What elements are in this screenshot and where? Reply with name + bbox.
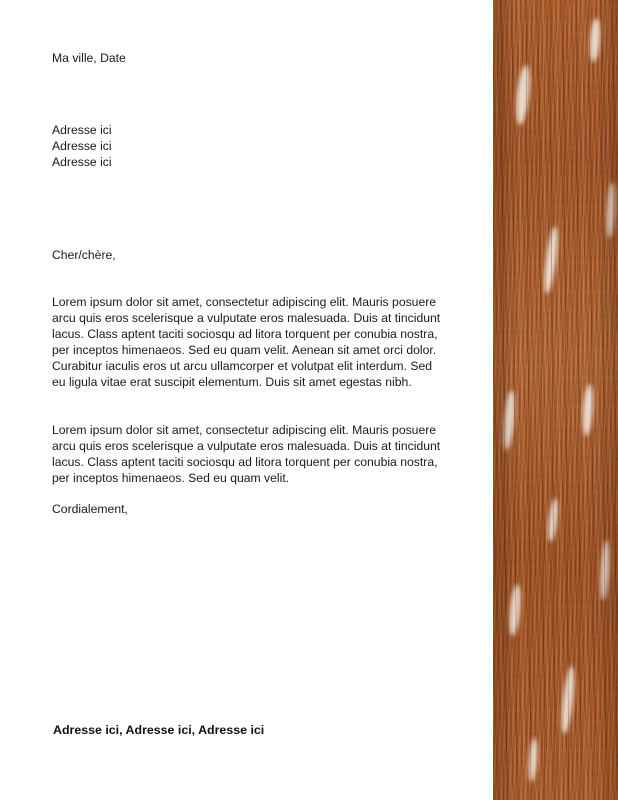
address-line: Adresse ici bbox=[52, 155, 112, 169]
address-line: Adresse ici bbox=[52, 139, 112, 153]
body-paragraph-1: Lorem ipsum dolor sit amet, consectetur adipiscing elit. Mauris posuere arcu quis eros scelerisque a vulputate eros malesuada. Duis at tincidunt lacus. Class aptent taciti sociosqu ad litora torquent per conubia nostra, per inceptos himenaeos. Sed eu quam velit. Aenean sit amet orci dolor. Curabitur iaculis eros ut arcu ullamcorper et volutpat elit interdum. Sed eu ligula vitae erat suscipit elementum. Duis sit amet egestas nibh. bbox=[52, 295, 441, 389]
recipient-address bbox=[52, 122, 112, 170]
fur-texture bbox=[493, 0, 618, 800]
address-line: Adresse ici bbox=[52, 123, 112, 137]
body-paragraph-2: Lorem ipsum dolor sit amet, consectetur adipiscing elit. Mauris posuere arcu quis eros scelerisque a vulputate eros malesuada. Duis at tincidunt lacus. Class aptent taciti sociosqu ad litora torquent per conubia nostra, per inceptos himenaeos. Sed eu quam velit. bbox=[52, 423, 441, 485]
footer-address: Adresse ici, Adresse ici, Adresse ici bbox=[53, 723, 265, 737]
salutation: Cher/chère, bbox=[52, 248, 116, 262]
closing: Cordialement, bbox=[52, 502, 128, 516]
deer-fur-image bbox=[493, 0, 618, 800]
date-line: Ma ville, Date bbox=[52, 51, 126, 65]
